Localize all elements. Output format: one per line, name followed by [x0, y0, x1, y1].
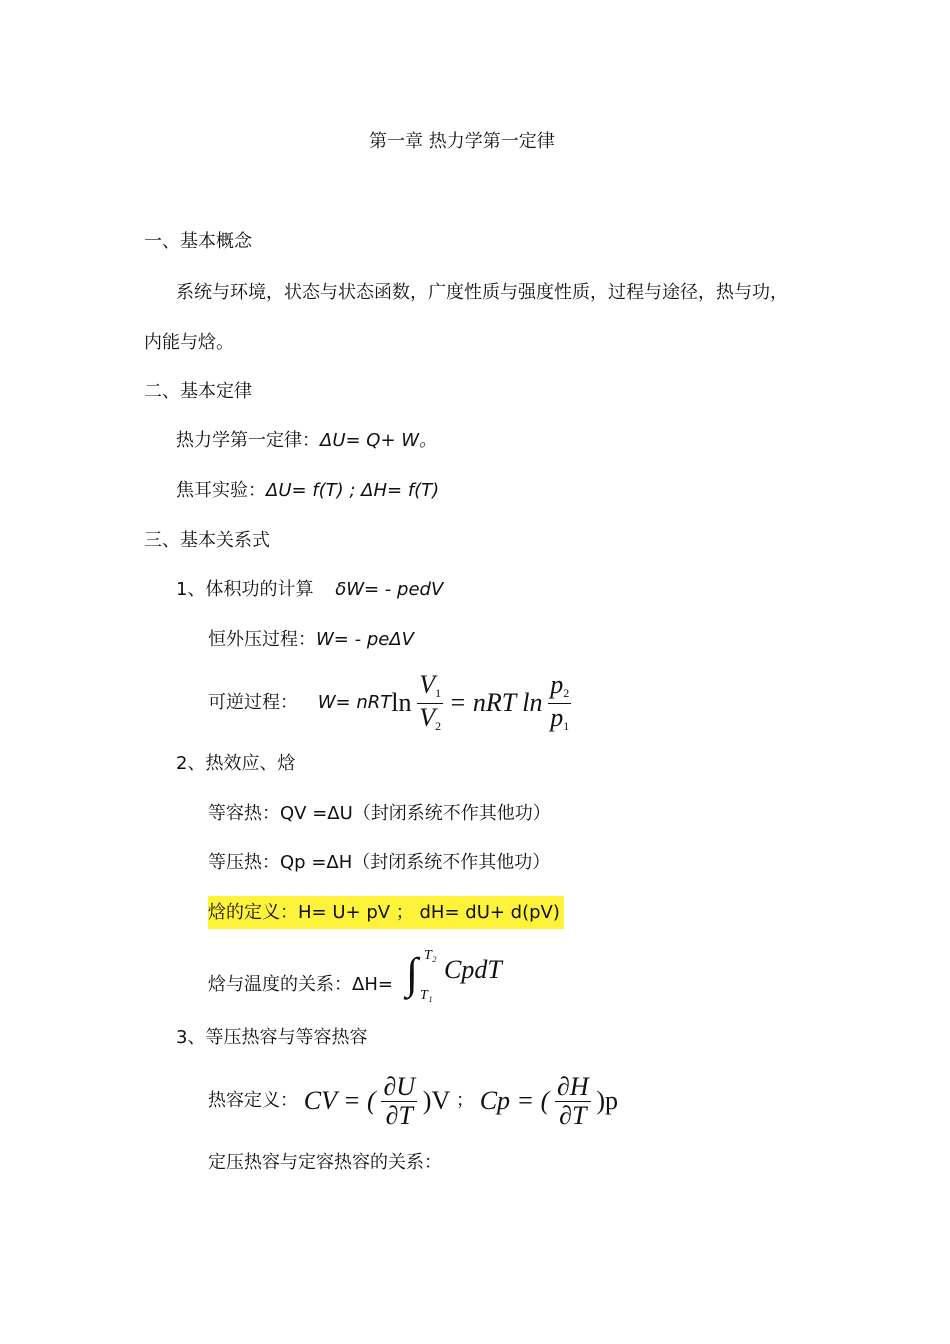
qv-label: 等容热： [208, 803, 280, 824]
concepts-line-2: 内能与焓。 [144, 332, 234, 353]
const-pressure-line [208, 628, 414, 652]
p1-symbol: p [550, 702, 564, 732]
cv-lhs: CV = ( [303, 1086, 376, 1115]
section-heading-relations: 三、基本关系式 [144, 530, 270, 551]
integral-upper-limit: T₂ [424, 948, 437, 963]
ln-symbol: ln [391, 688, 412, 717]
first-law-line [176, 429, 437, 453]
heat-capacity-label: 热容定义： [208, 1090, 298, 1111]
joule-formula: ΔU= f(T) ; ΔH= f(T) [266, 480, 440, 501]
enthalpy-definition-line [208, 901, 564, 925]
cv-derivative-fraction [381, 1073, 417, 1130]
qv-formula: QV =ΔU（封闭系统不作其他功） [280, 803, 551, 824]
p2-subscript: 2 [563, 685, 570, 700]
item2-title: 2、热效应、焓 [176, 753, 296, 774]
cp-lhs: Cp = ( [479, 1086, 550, 1115]
const-pressure-label: 恒外压过程： [208, 629, 316, 650]
qp-formula: Qp =ΔH（封闭系统不作其他功） [280, 852, 551, 873]
first-law-label: 热力学第一定律： [176, 430, 320, 451]
cv-tail: )V [422, 1086, 451, 1115]
p2-symbol: p [550, 669, 564, 699]
enthalpy-temp-label: 焓与温度的关系：ΔH= [208, 974, 393, 995]
section-heading-basic-concepts: 一、基本概念 [144, 231, 252, 252]
integral-lower-limit: T₁ [420, 988, 433, 1003]
pressure-ratio-fraction [548, 671, 571, 736]
cp-tail: )p [596, 1086, 619, 1115]
heat-capacity-relation-label: 定压热容与定容热容的关系： [208, 1152, 442, 1173]
integrand: CpdT [444, 955, 502, 984]
concepts-line-1: 系统与环境，状态与状态函数，广度性质与强度性质，过程与途径，热与功， [176, 282, 788, 303]
separator: ； [455, 1090, 474, 1111]
integral-sign: ∫ [406, 949, 419, 998]
volume-ratio-fraction [417, 671, 443, 736]
isobaric-heat-line [208, 851, 550, 875]
enthalpy-definition-highlight: 焓的定义：H= U+ pV ； dH= dU+ d(pV) [208, 896, 564, 929]
cp-denominator: ∂T [559, 1100, 587, 1130]
const-pressure-formula: W= - peΔV [316, 629, 414, 650]
joule-experiment-line [176, 479, 439, 503]
v1-symbol: V [419, 669, 436, 699]
first-law-formula: ΔU= Q+ W。 [320, 430, 438, 451]
reversible-middle: = nRT ln [448, 688, 543, 717]
reversible-label: 可逆过程： [208, 692, 298, 713]
v2-symbol: V [419, 702, 436, 732]
isochoric-heat-line [208, 802, 551, 826]
qp-label: 等压热： [208, 852, 280, 873]
p1-subscript: 1 [563, 718, 570, 733]
item1-line [176, 578, 443, 602]
item3-title: 3、等压热容与等容热容 [176, 1027, 368, 1048]
item1-title: 1、体积功的计算 [176, 579, 314, 600]
v2-subscript: 2 [435, 718, 442, 733]
cp-numerator: ∂H [556, 1071, 589, 1101]
cv-denominator: ∂T [385, 1100, 413, 1130]
cv-numerator: ∂U [383, 1071, 416, 1101]
joule-label: 焦耳实验： [176, 480, 266, 501]
v1-subscript: 1 [435, 685, 442, 700]
volume-work-formula: δW= - pedV [335, 579, 444, 600]
cp-derivative-fraction [555, 1073, 591, 1130]
reversible-lhs: W= nRT [317, 692, 392, 713]
section-heading-basic-laws: 二、基本定律 [144, 381, 252, 402]
heat-capacity-definition-line [208, 1068, 618, 1134]
page-title: 第一章 热力学第一定律 [369, 131, 555, 152]
reversible-line [208, 670, 571, 736]
